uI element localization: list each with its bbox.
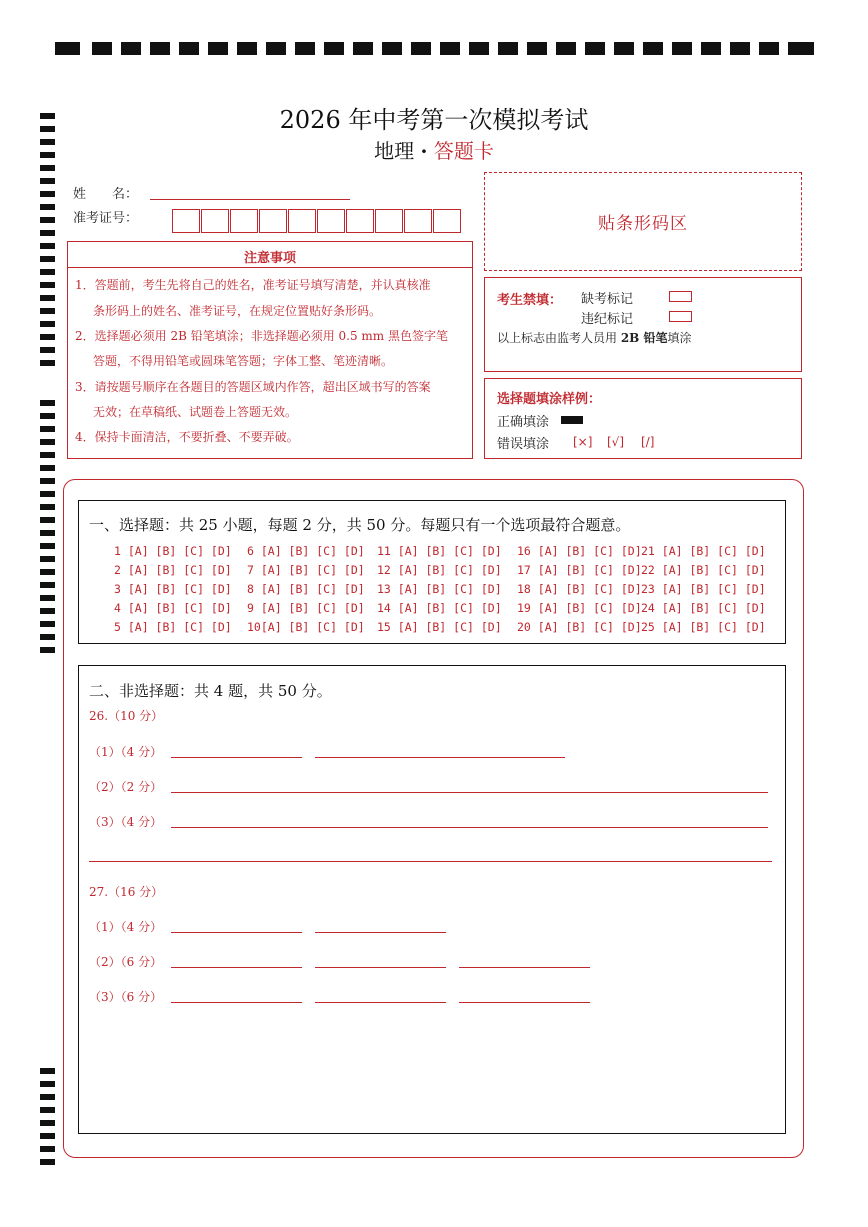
timing-mark <box>440 42 460 55</box>
notice-line: 1．答题前，考生先将自己的姓名，准考证号填写清楚，并认真核准 <box>75 278 431 292</box>
timing-mark <box>40 321 55 327</box>
answer-line[interactable] <box>171 756 302 758</box>
timing-mark <box>40 634 55 640</box>
page-subtitle <box>0 135 868 164</box>
choice-item[interactable]: 23 [A] [B] [C] [D] <box>641 582 766 596</box>
notice-title: 注意事项 <box>243 251 296 266</box>
choice-item[interactable]: 3 [A] [B] [C] [D] <box>114 582 232 596</box>
timing-mark <box>40 543 55 549</box>
timing-mark <box>556 42 576 55</box>
absent-label: 缺考标记 <box>581 292 634 307</box>
choice-item[interactable]: 10[A] [B] [C] [D] <box>247 620 365 634</box>
timing-mark <box>40 478 55 484</box>
timing-mark <box>40 204 55 210</box>
correct-fill-sample <box>561 416 583 424</box>
choice-item[interactable]: 19 [A] [B] [C] [D] <box>517 601 642 615</box>
timing-mark <box>40 452 55 458</box>
notice-line: 答题，不得用铅笔或圆珠笔答题；字体工整、笔迹清晰。 <box>93 354 394 368</box>
answer-line[interactable] <box>315 756 565 758</box>
timing-mark <box>266 42 286 55</box>
proctor-note <box>497 329 692 346</box>
timing-mark <box>40 1159 55 1165</box>
wrong-mark-sample: [√] <box>607 435 625 449</box>
separator-dot: · <box>420 139 428 163</box>
answer-line[interactable] <box>315 931 446 933</box>
timing-mark <box>208 42 228 55</box>
timing-mark <box>40 608 55 614</box>
id-digit-box[interactable] <box>288 209 316 233</box>
timing-mark <box>759 42 779 55</box>
timing-mark <box>643 42 663 55</box>
timing-mark <box>179 42 199 55</box>
notice-line: 条形码上的姓名、准考证号，在规定位置贴好条形码。 <box>93 304 382 318</box>
proctor-box <box>484 277 802 372</box>
choice-item[interactable]: 20 [A] [B] [C] [D] <box>517 620 642 634</box>
timing-mark <box>672 42 692 55</box>
timing-mark <box>382 42 402 55</box>
wrong-mark-sample: [/] <box>641 435 655 449</box>
timing-mark <box>40 504 55 510</box>
choice-item[interactable]: 24 [A] [B] [C] [D] <box>641 601 766 615</box>
timing-mark <box>40 165 55 171</box>
question-part-label: （1）（4 分） <box>89 920 163 934</box>
page-title: 2026 年中考第一次模拟考试 <box>279 106 589 134</box>
timing-mark <box>40 178 55 184</box>
timing-mark <box>92 42 112 55</box>
timing-mark <box>40 243 55 249</box>
id-digit-box[interactable] <box>404 209 432 233</box>
timing-mark <box>788 42 814 55</box>
timing-mark <box>498 42 518 55</box>
barcode-label: 贴条形码区 <box>598 214 688 234</box>
choice-item[interactable]: 22 [A] [B] [C] [D] <box>641 563 766 577</box>
timing-mark <box>121 42 141 55</box>
violation-mark-box[interactable] <box>669 311 692 322</box>
timing-mark <box>40 647 55 653</box>
timing-mark <box>40 1068 55 1074</box>
timing-mark <box>40 1146 55 1152</box>
timing-mark <box>40 217 55 223</box>
choice-item[interactable]: 7 [A] [B] [C] [D] <box>247 563 365 577</box>
timing-mark <box>40 360 55 366</box>
timing-mark <box>353 42 373 55</box>
timing-mark <box>40 269 55 275</box>
timing-mark <box>40 426 55 432</box>
question-part-label: （2）（6 分） <box>89 955 163 969</box>
answer-line[interactable] <box>171 791 768 793</box>
absent-mark-box[interactable] <box>669 291 692 302</box>
section-open <box>78 665 786 1134</box>
question-part-label: （3）（4 分） <box>89 815 163 829</box>
barcode-area <box>484 172 802 271</box>
wrong-label: 错误填涂 <box>497 437 550 452</box>
answer-line[interactable] <box>171 931 302 933</box>
id-digit-box[interactable] <box>433 209 461 233</box>
choice-item[interactable]: 4 [A] [B] [C] [D] <box>114 601 232 615</box>
question-26-label: 26.（10 分） <box>89 709 164 723</box>
timing-mark <box>40 621 55 627</box>
choice-item[interactable]: 17 [A] [B] [C] [D] <box>517 563 642 577</box>
timing-mark <box>40 465 55 471</box>
correct-label: 正确填涂 <box>497 415 550 430</box>
notice-box <box>67 267 473 459</box>
choice-item[interactable]: 25 [A] [B] [C] [D] <box>641 620 766 634</box>
section-open-title: 二、非选择题：共 4 题，共 50 分。 <box>89 682 332 700</box>
violation-label: 违纪标记 <box>581 312 634 327</box>
question-part-label: （2）（2 分） <box>89 780 163 794</box>
timing-mark <box>585 42 605 55</box>
timing-mark <box>55 42 80 55</box>
timing-mark <box>324 42 344 55</box>
answer-line[interactable] <box>171 966 302 968</box>
timing-mark <box>40 1120 55 1126</box>
timing-mark <box>40 295 55 301</box>
timing-mark <box>40 230 55 236</box>
choice-item[interactable]: 21 [A] [B] [C] [D] <box>641 544 766 558</box>
choice-item[interactable]: 9 [A] [B] [C] [D] <box>247 601 365 615</box>
timing-mark <box>40 400 55 406</box>
choice-item[interactable]: 5 [A] [B] [C] [D] <box>114 620 232 634</box>
answer-line[interactable] <box>171 1001 302 1003</box>
timing-mark <box>40 334 55 340</box>
timing-mark <box>40 491 55 497</box>
timing-mark <box>40 308 55 314</box>
timing-mark <box>40 517 55 523</box>
subject-label: 地理 <box>374 139 415 163</box>
timing-mark <box>40 282 55 288</box>
timing-mark <box>40 347 55 353</box>
question-part-label: （1）（4 分） <box>89 745 163 759</box>
answer-line[interactable] <box>459 1001 590 1003</box>
timing-mark <box>40 256 55 262</box>
timing-mark <box>40 1107 55 1113</box>
choice-item[interactable]: 14 [A] [B] [C] [D] <box>377 601 502 615</box>
timing-mark <box>40 569 55 575</box>
timing-mark <box>701 42 721 55</box>
name-label: 姓 名： <box>73 187 139 202</box>
choice-item[interactable]: 18 [A] [B] [C] [D] <box>517 582 642 596</box>
timing-mark <box>40 1094 55 1100</box>
timing-mark <box>40 582 55 588</box>
sample-box <box>484 378 802 459</box>
section-choice-title: 一、选择题：共 25 小题，每题 2 分，共 50 分。每题只有一个选项最符合题意。 <box>89 516 631 534</box>
timing-mark <box>40 191 55 197</box>
id-label: 准考证号： <box>73 211 139 226</box>
name-field[interactable] <box>150 198 350 200</box>
proctor-note-a: 以上标志由监考人员用 <box>497 331 621 345</box>
timing-mark <box>614 42 634 55</box>
timing-mark <box>40 556 55 562</box>
timing-mark <box>469 42 489 55</box>
id-digit-box[interactable] <box>172 209 200 233</box>
answer-line[interactable] <box>89 860 772 862</box>
timing-mark <box>40 1081 55 1087</box>
timing-mark <box>411 42 431 55</box>
choice-item[interactable]: 8 [A] [B] [C] [D] <box>247 582 365 596</box>
id-digit-box[interactable] <box>317 209 345 233</box>
timing-mark <box>527 42 547 55</box>
proctor-note-c: 填涂 <box>667 331 692 345</box>
timing-mark <box>40 595 55 601</box>
id-digit-box[interactable] <box>346 209 374 233</box>
proctor-title: 考生禁填： <box>497 293 563 308</box>
id-digit-box[interactable] <box>230 209 258 233</box>
choice-item[interactable]: 2 [A] [B] [C] [D] <box>114 563 232 577</box>
id-digit-box[interactable] <box>259 209 287 233</box>
timing-mark <box>730 42 750 55</box>
timing-mark <box>40 1133 55 1139</box>
notice-line: 3．请按题号顺序在各题目的答题区域内作答，超出区域书写的答案 <box>75 380 431 394</box>
notice-line: 无效；在草稿纸、试题卷上答题无效。 <box>93 405 298 419</box>
card-label: 答题卡 <box>433 139 494 163</box>
answer-line[interactable] <box>315 1001 446 1003</box>
notice-line: 2．选择题必须用 2B 铅笔填涂；非选择题必须用 0.5 mm 黑色签字笔 <box>75 329 449 343</box>
choice-item[interactable]: 1 [A] [B] [C] [D] <box>114 544 232 558</box>
timing-mark <box>150 42 170 55</box>
timing-mark <box>40 439 55 445</box>
answer-line[interactable] <box>459 966 590 968</box>
choice-item[interactable]: 13 [A] [B] [C] [D] <box>377 582 502 596</box>
id-digit-box[interactable] <box>375 209 403 233</box>
choice-item[interactable]: 11 [A] [B] [C] [D] <box>377 544 502 558</box>
proctor-note-b: 2B 铅笔 <box>620 331 668 345</box>
timing-mark <box>40 530 55 536</box>
id-digit-box[interactable] <box>201 209 229 233</box>
answer-line[interactable] <box>315 966 446 968</box>
choice-item[interactable]: 15 [A] [B] [C] [D] <box>377 620 502 634</box>
wrong-mark-sample: [×] <box>573 435 593 449</box>
question-part-label: （3）（6 分） <box>89 990 163 1004</box>
choice-item[interactable]: 16 [A] [B] [C] [D] <box>517 544 642 558</box>
notice-title-box <box>67 241 473 268</box>
answer-line[interactable] <box>171 826 768 828</box>
choice-item[interactable]: 6 [A] [B] [C] [D] <box>247 544 365 558</box>
choice-item[interactable]: 12 [A] [B] [C] [D] <box>377 563 502 577</box>
timing-mark <box>237 42 257 55</box>
notice-line: 4．保持卡面清洁，不要折叠、不要弄破。 <box>75 430 299 444</box>
timing-mark <box>295 42 315 55</box>
sample-title: 选择题填涂样例： <box>497 392 602 407</box>
timing-mark <box>40 413 55 419</box>
question-27-label: 27.（16 分） <box>89 885 164 899</box>
